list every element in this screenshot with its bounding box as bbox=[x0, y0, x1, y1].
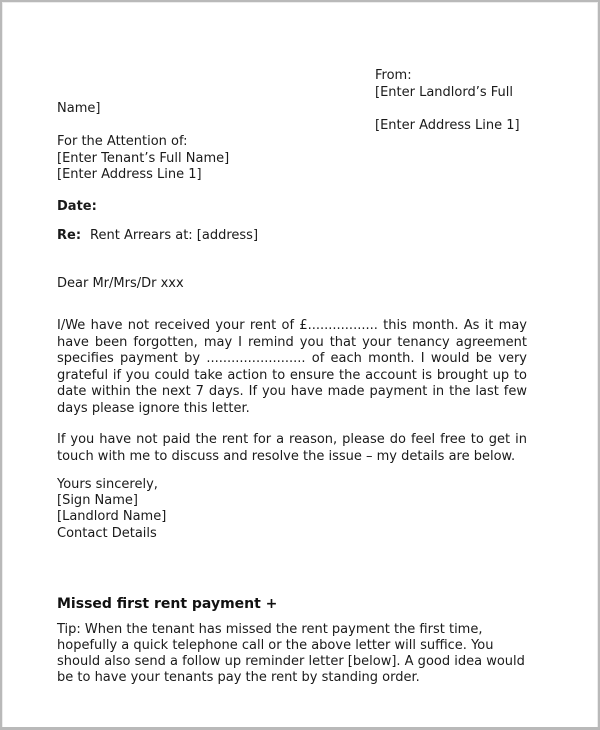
body-paragraph-2: If you have not paid the rent for a reason, please do feel free to get in touch with me to discuss and resolve the issue – my details are below. bbox=[57, 432, 527, 464]
sign-name-placeholder: [Sign Name] bbox=[57, 493, 138, 509]
re-label: Re: bbox=[57, 228, 82, 243]
section-heading: Missed first rent payment + bbox=[57, 595, 278, 612]
body-paragraph-1: I/We have not received your rent of £................. this month. As it may have been forgotten, may I remind you that your tenancy agreement specifies payment by ........................ of each month. I would be very grateful if you could take action to ensure the account is brought up to date within the next 7 days. If you have made payment in the last few days please ignore this letter. bbox=[57, 318, 527, 416]
re-subject: Rent Arrears at: [address] bbox=[90, 228, 259, 243]
attention-label: For the Attention of: bbox=[57, 134, 188, 149]
landlord-name-placeholder: [Landlord Name] bbox=[57, 509, 167, 525]
landlord-address: [Enter Address Line 1] bbox=[375, 117, 520, 133]
address-block bbox=[57, 68, 598, 184]
signoff-block bbox=[57, 477, 598, 542]
tip-paragraph: Tip: When the tenant has missed the rent payment the first time, hopefully a quick telephone call or the above letter will suffice. You should also send a follow up reminder letter [below]. A good idea would be to have your tenants pay the rent by standing order. bbox=[57, 621, 525, 686]
contact-details: Contact Details bbox=[57, 525, 157, 541]
salutation: Dear Mr/Mrs/Dr xxx bbox=[57, 275, 184, 291]
from-label: From: bbox=[375, 68, 412, 83]
re-line bbox=[57, 228, 598, 245]
tenant-name: [Enter Tenant’s Full Name] bbox=[57, 150, 230, 166]
landlord-name-line1: [Enter Landlord’s Full bbox=[375, 84, 513, 100]
closing: Yours sincerely, bbox=[57, 477, 158, 492]
tenant-address: [Enter Address Line 1] bbox=[57, 167, 202, 182]
date-label: Date: bbox=[57, 198, 97, 214]
landlord-name-line2: Name] bbox=[57, 101, 101, 116]
